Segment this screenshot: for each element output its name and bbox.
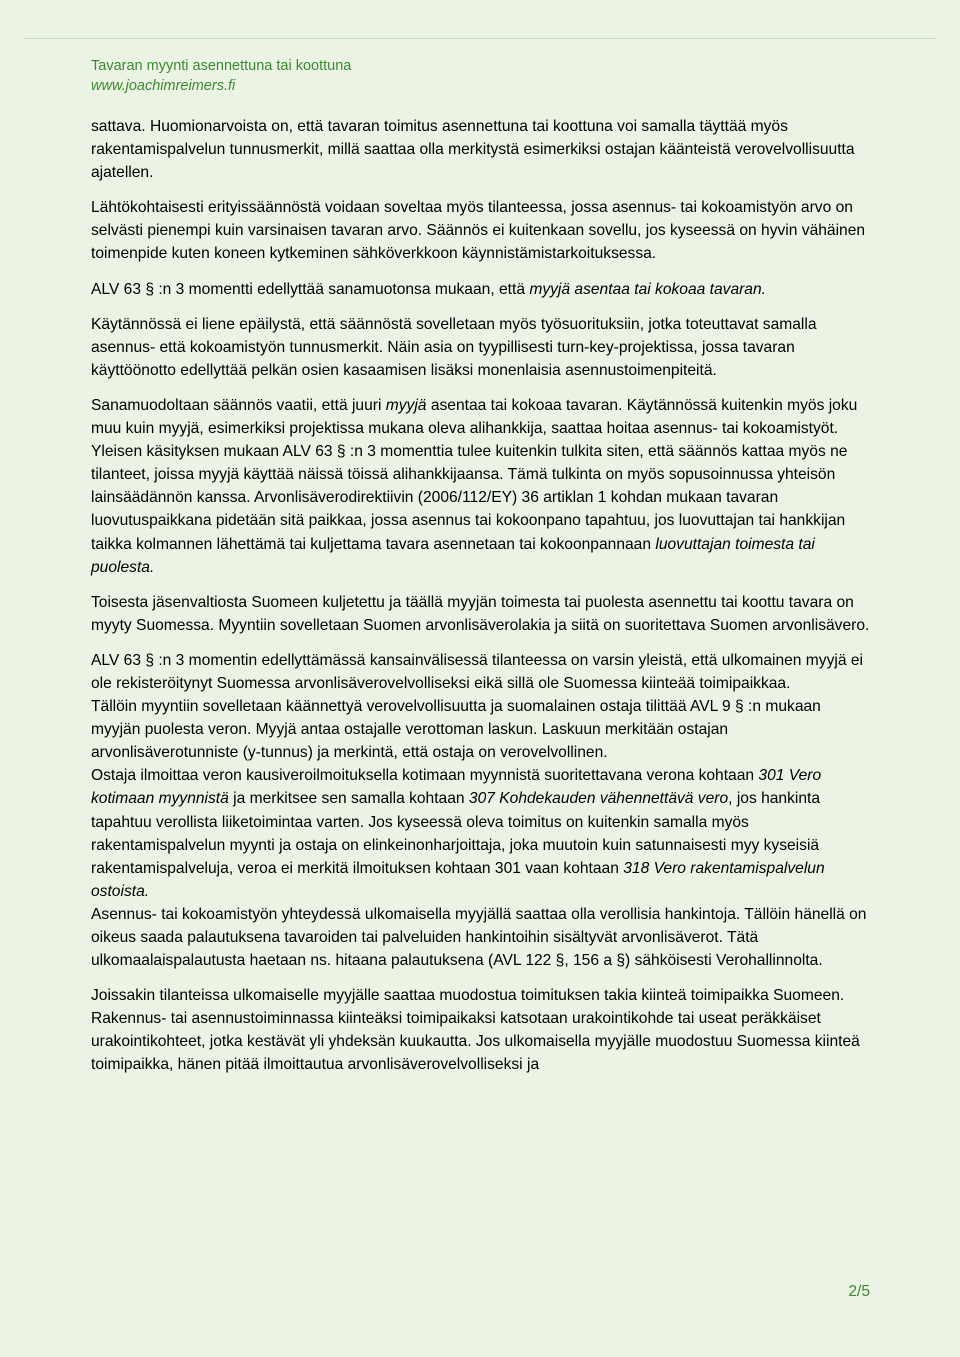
- paragraph: [91, 278, 871, 301]
- italic-text: myyjä asentaa tai kokoaa tavaran.: [529, 280, 766, 298]
- page-header: [91, 56, 871, 96]
- italic-text: luovuttajan toimesta tai puolesta.: [91, 535, 815, 576]
- paragraph: [91, 115, 871, 184]
- paragraph: [91, 591, 871, 637]
- paragraph: [91, 649, 871, 695]
- header-title: Tavaran myynti asennettuna tai koottuna: [91, 58, 352, 74]
- text-run: Toisesta jäsenvaltiosta Suomeen kuljetettu ja täällä myyjän toimesta tai puolesta asennettu tai koottu tavara on myyty Suomessa. Myyntiin sovelletaan Suomen arvonlisäverolakia ja siitä on suoritettava Suomen arvonlisävero.: [91, 593, 870, 634]
- paragraph: [91, 196, 871, 265]
- text-run: ja merkitsee sen samalla kohtaan: [228, 790, 469, 808]
- body-text: [91, 115, 871, 1077]
- text-run: , jos hankinta tapahtuu verollista liiketoimintaa varten. Jos kyseessä oleva toimitus on kuitenkin samalla myös rakentamispalvelun myynti ja ostaja on elinkeinonharjoittaja, joka muutoin kuin satunnaisesti myy kyseisiä rakentamispalveluja, veroa ei merkitä ilmoituksen kohtaan 301 vaan kohtaan: [91, 790, 821, 877]
- paragraph: [91, 984, 871, 1076]
- paragraph: [91, 764, 871, 903]
- text-run: Joissakin tilanteissa ulkomaiselle myyjälle saattaa muodostua toimituksen takia kiinteä toimipaikka Suomeen. Rakennus- tai asennustoiminnassa kiinteäksi toimipaikaksi katsotaan urakointikohde tai useat peräkkäiset urakointikohteet, jotka kestävät yli yhdeksän kuukautta. Jos ulkomaisella myyjälle muodostuu Suomessa kiinteä toimipaikka, hänen pitää ilmoittautua arvonlisäverovelvolliseksi ja: [91, 987, 860, 1074]
- text-run: Käytännössä ei liene epäilystä, että säännöstä sovelletaan myös työsuorituksiin, jotka toteuttavat samalla asennus- että kokoamistyön tunnusmerkit. Näin asia on tyypillisesti turn-key-projektissa, jossa tavaran käyttöönotto edellyttää pelkän osien kasaamisen lisäksi monenlaisia asennustoimenpiteitä.: [91, 315, 817, 379]
- text-run: Sanamuodoltaan säännös vaatii, että juuri: [91, 396, 386, 414]
- text-run: Asennus- tai kokoamistyön yhteydessä ulkomaisella myyjällä saattaa olla verollisia hankintoja. Tällöin hänellä on oikeus saada palautuksena tavaroiden tai palveluiden hankintoihin sisältyvät arvonlisäverot. Tätä ulkomaalaispalautusta haetaan ns. hitaana palautuksena (AVL 122 §, 156 a §) sähköisesti Verohallinnolta.: [91, 905, 867, 970]
- paragraph: [91, 903, 871, 972]
- page-number: 2/5: [848, 1283, 870, 1300]
- paragraph: [91, 394, 871, 579]
- text-run: Lähtökohtaisesti erityissäännöstä voidaan soveltaa myös tilanteessa, jossa asennus- tai kokoamistyön arvo on selvästi pienempi kuin varsinaisen tavaran arvo. Säännös ei kuitenkaan sovellu, jos kyseessä on hyvin vähäinen toimenpide kuten koneen kytkeminen sähköverkkoon käynnistämistarkoituksessa.: [91, 199, 866, 263]
- header-url-link[interactable]: www.joachimreimers.fi: [91, 78, 236, 94]
- text-run: Ostaja ilmoittaa veron kausiveroilmoituksella kotimaan myynnistä suoritettavana verona kohtaan: [91, 767, 759, 785]
- italic-text: 318 Vero rakentamispalvelun ostoista.: [91, 859, 825, 900]
- text-run: sattava. Huomionarvoista on, että tavaran toimitus asennettuna tai koottuna voi samalla täyttää myös rakentamispalvelun tunnusmerkit, millä saattaa olla merkitystä esimerkiksi ostajan käänteistä verovelvollisuutta ajatellen.: [91, 118, 855, 182]
- text-run: ALV 63 § :n 3 momentti edellyttää sanamuotonsa mukaan, että: [91, 280, 530, 298]
- text-run: ALV 63 § :n 3 momentin edellyttämässä kansainvälisessä tilanteessa on varsin yleistä, että ulkomainen myyjä ei ole rekisteröitynyt Suomessa arvonlisäverovelvolliseksi eikä sillä ole Suomessa kiinteää toimipaikkaa.: [91, 651, 863, 692]
- italic-text: myyjä: [385, 396, 427, 414]
- italic-text: 307 Kohdekauden vähennettävä vero: [468, 790, 729, 808]
- text-run: Tällöin myyntiin sovelletaan käännettyä verovelvollisuutta ja suomalainen ostaja tilittää AVL 9 § :n mukaan myyjän puolesta veron. Myyjä antaa ostajalle verottoman laskun. Laskuun merkitään ostajan arvonlisäverotunniste (y-tunnus) ja merkintä, että ostaja on verovelvollinen.: [91, 698, 821, 762]
- paragraph: [91, 313, 871, 382]
- text-run: asentaa tai kokoaa tavaran. Käytännössä kuitenkin myös joku muu kuin myyjä, esimerkiksi projektissa mukana oleva alihankkija, saattaa hoitaa asennus- tai kokoamistyöt. Yleisen käsityksen mukaan ALV 63 § :n 3 momenttia tulee kuitenkin tulkita siten, että säännös kattaa myös ne tilanteet, joissa myyjä käyttää näissä töissä alihankkijaansa. Tämä tulkinta on myös sopusoinnussa yhteisön lainsäädännön kanssa. Arvonlisäverodirektiivin (2006/112/EY) 36 artiklan 1 kohdan mukaan tavaran luovutuspaikkana pidetään sitä paikkaa, jossa asennus tai kokoonpano tapahtuu, jos luovuttajan tai hankkijan taikka kolmannen lähettämä tai kuljettama tavara asennetaan tai kokoonpannaan: [91, 396, 858, 553]
- italic-text: 301 Vero kotimaan myynnistä: [91, 767, 822, 808]
- paragraph: [91, 695, 871, 764]
